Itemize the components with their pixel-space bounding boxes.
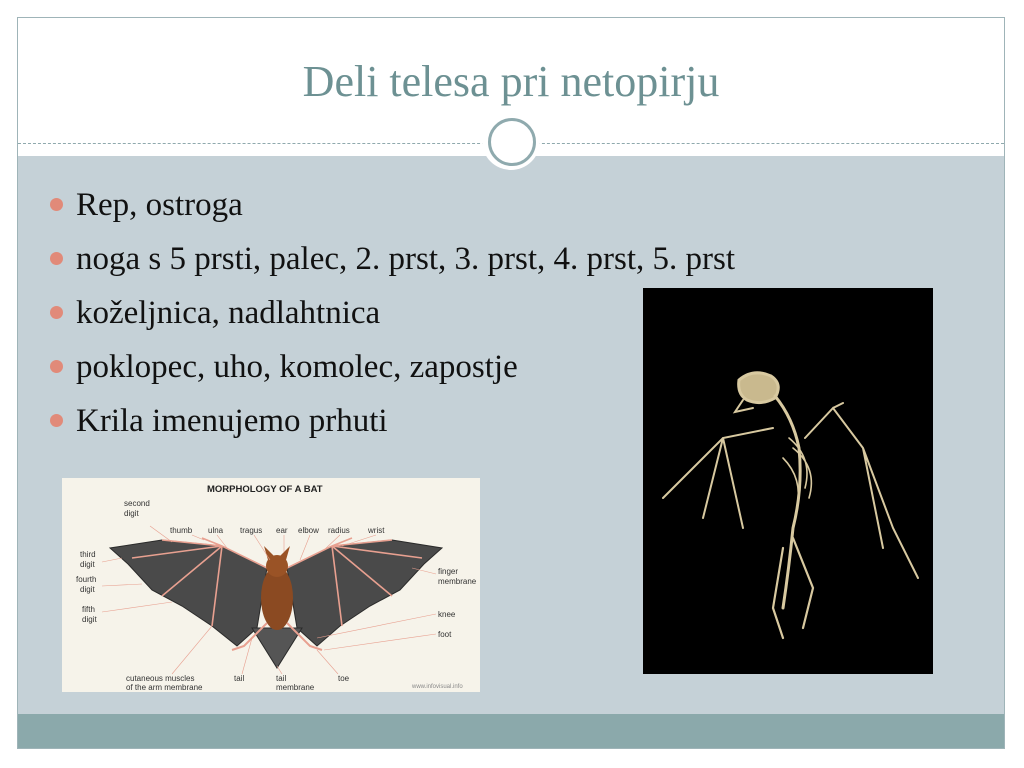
label-toe: toe <box>338 674 350 683</box>
bat-morphology-diagram <box>62 478 480 692</box>
label-tail-membrane: tail <box>276 674 287 683</box>
skeleton-svg <box>643 288 933 674</box>
label-tail: tail <box>234 674 245 683</box>
bullet-text: poklopec, uho, komolec, zapostje <box>76 349 518 385</box>
label-third-digit: third <box>80 550 96 559</box>
diagram-credit: www.infovisual.info <box>412 684 463 690</box>
label-knee: knee <box>438 610 456 619</box>
label-second-digit: second <box>124 499 150 508</box>
label-radius: radius <box>328 526 350 535</box>
label-cutaneous-2: of the arm membrane <box>126 683 203 692</box>
left-wing-skeleton <box>663 428 773 528</box>
label-fifth-digit: fifth <box>82 605 95 614</box>
label-foot: foot <box>438 630 452 639</box>
bullet-dot-icon <box>50 252 63 265</box>
slide-frame <box>17 17 1005 749</box>
label-tragus: tragus <box>240 526 263 535</box>
bullet-dot-icon <box>50 414 63 427</box>
label-third-digit-2: digit <box>80 560 95 569</box>
label-fourth-digit: fourth <box>76 575 97 584</box>
slide-title: Deli telesa pri netopirju <box>302 57 720 106</box>
label-ulna: ulna <box>208 526 224 535</box>
right-wing-skeleton <box>805 403 918 578</box>
label-fourth-digit-2: digit <box>80 585 95 594</box>
label-second-digit-2: digit <box>124 509 139 518</box>
bullet-dot-icon <box>50 198 63 211</box>
label-finger-membrane-2: membrane <box>438 577 477 586</box>
bullet-item <box>48 178 735 232</box>
bullet-dot-icon <box>50 306 63 319</box>
diagram-title: MORPHOLOGY OF A BAT <box>207 484 323 495</box>
bullet-item <box>48 232 735 286</box>
tail-membrane-shape <box>252 628 302 668</box>
ring-circle <box>488 118 536 166</box>
legs-skeleton <box>773 538 813 638</box>
divider-ring-icon <box>482 112 540 170</box>
label-tail-membrane-2: membrane <box>276 683 315 692</box>
footer-band <box>18 714 1004 748</box>
label-cutaneous: cutaneous muscles <box>126 674 195 683</box>
bullet-item <box>48 340 735 394</box>
label-finger-membrane: finger <box>438 567 459 576</box>
bullet-text: koželjnica, nadlahtnica <box>76 295 381 331</box>
label-elbow: elbow <box>298 526 319 535</box>
bat-diagram-svg <box>62 478 480 692</box>
bat-skeleton-photo <box>643 288 933 674</box>
bullet-item <box>48 286 735 340</box>
label-ear: ear <box>276 526 288 535</box>
skeleton-bones <box>663 373 918 638</box>
bullet-text: Krila imenujemo prhuti <box>76 403 388 439</box>
bullet-item <box>48 394 735 448</box>
bullet-list <box>48 178 735 448</box>
label-thumb: thumb <box>170 526 193 535</box>
bullet-text: noga s 5 prsti, palec, 2. prst, 3. prst, 4. prst, 5. prst <box>76 241 736 277</box>
label-wrist: wrist <box>368 526 385 535</box>
bullet-dot-icon <box>50 360 63 373</box>
skull <box>739 373 779 403</box>
bullet-text: Rep, ostroga <box>76 187 243 223</box>
label-fifth-digit-2: digit <box>82 615 97 624</box>
